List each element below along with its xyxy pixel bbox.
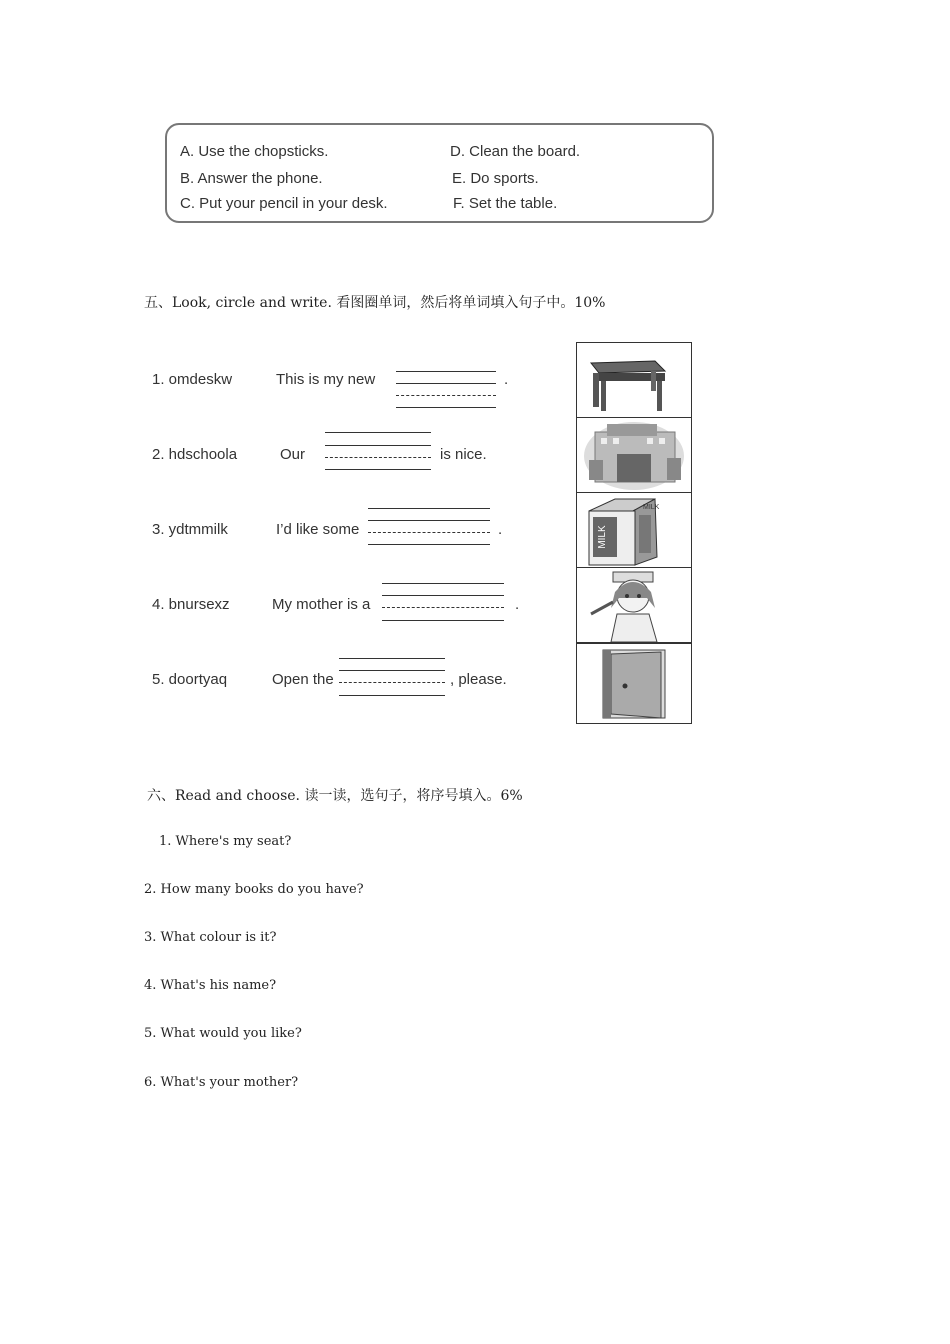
sentence-start: I’d like some: [276, 521, 360, 538]
option-f: F. Set the table.: [453, 195, 558, 212]
option-a: A. Use the chopsticks.: [180, 143, 329, 160]
svg-text:MILK: MILK: [597, 525, 608, 549]
scrambled-word: 1. omdeskw: [152, 371, 233, 388]
scrambled-word: 5. doortyaq: [152, 671, 228, 688]
option-e: E. Do sports.: [452, 170, 539, 187]
nurse-image: [576, 567, 692, 643]
sentence-start: This is my new: [276, 371, 376, 388]
question-item: 3. What colour is it?: [144, 930, 277, 945]
sentence-end: .: [498, 521, 503, 538]
sentence-end: .: [515, 596, 520, 613]
question-item: 1. Where's my seat?: [159, 834, 292, 849]
question-item: 2. How many books do you have?: [144, 882, 364, 897]
question-item: 4. What's his name?: [144, 978, 277, 993]
svg-text:MILK: MILK: [643, 504, 660, 511]
sentence-end: is nice.: [440, 446, 487, 463]
door-image: [576, 643, 692, 724]
answer-blank[interactable]: [368, 508, 490, 544]
sentence-start: My mother is a: [272, 596, 371, 613]
sentence-end: .: [504, 371, 509, 388]
school-image: [576, 417, 692, 493]
desk-image: [576, 342, 692, 418]
option-b: B. Answer the phone.: [180, 170, 323, 187]
answer-blank[interactable]: [339, 658, 445, 694]
question-item: 6. What's your mother?: [144, 1075, 299, 1090]
sentence-start: Open the: [272, 671, 334, 688]
sentence-start: Our: [280, 446, 306, 463]
sentence-end: , please.: [450, 671, 507, 688]
answer-blank[interactable]: [396, 371, 496, 407]
milk-image: [576, 492, 692, 568]
scrambled-word: 2. hdschoola: [152, 446, 238, 463]
option-c: C. Put your pencil in your desk.: [180, 195, 388, 212]
scrambled-word: 3. ydtmmilk: [152, 521, 228, 538]
section6-heading: 六、Read and choose. 读一读，选句子，将序号填入。6%: [147, 788, 523, 804]
answer-blank[interactable]: [382, 583, 504, 619]
question-item: 5. What would you like?: [144, 1026, 302, 1041]
scrambled-word: 4. bnursexz: [152, 596, 230, 613]
option-d: D. Clean the board.: [450, 143, 581, 160]
section5-heading: 五、Look, circle and write. 看图圈单词，然后将单词填入句子中。10%: [144, 295, 606, 311]
answer-blank[interactable]: [325, 432, 431, 468]
